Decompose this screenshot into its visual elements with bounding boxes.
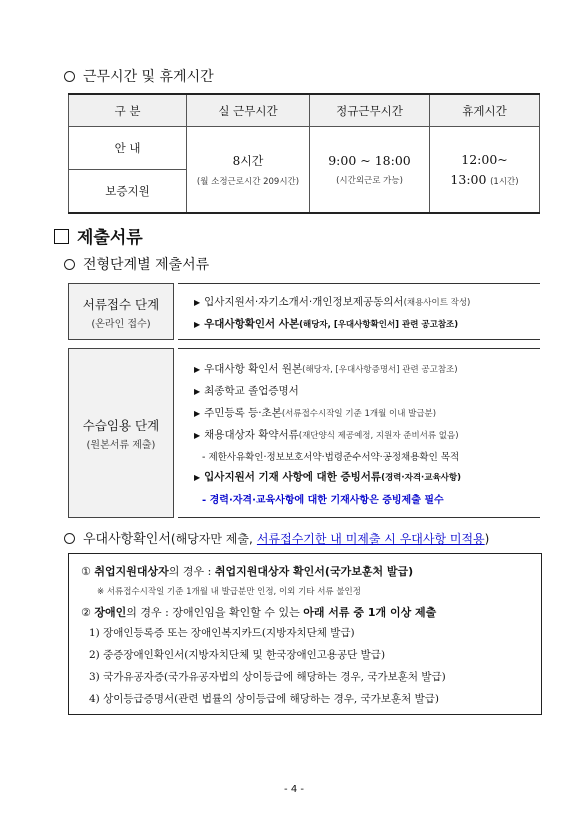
regular-hours-cell xyxy=(310,127,430,214)
work-hours-note: (월 소정근로시간 209시간) xyxy=(196,177,300,187)
table-row xyxy=(69,127,540,170)
checkbox-square-icon xyxy=(54,229,69,244)
circle-bullet-icon xyxy=(64,533,75,544)
work-hours-table xyxy=(68,93,540,214)
break-time-start: 12:00~ xyxy=(461,152,508,167)
list-item: 4) 상이등급증명서(관련 법률의 상이등급에 해당하는 경우, 국가보훈처 발급) xyxy=(89,693,439,705)
work-hours-value: 8시간 xyxy=(232,154,264,168)
item-note: (해당자, [우대사항증명서] 관련 공고참조) xyxy=(302,365,458,375)
row-label-guarantee: 보증지원 xyxy=(69,170,187,214)
list-item xyxy=(194,383,299,398)
plain-text: 의 경우 : 장애인임을 확인할 수 있는 xyxy=(126,606,300,619)
section-title: 우대사항확인서 xyxy=(83,532,171,547)
section-heading-work-hours xyxy=(64,66,214,86)
triangle-bullet-icon: ▶ xyxy=(194,320,201,329)
regular-hours-note: (시간외근로 가능) xyxy=(336,176,403,186)
emphasis-text: 아래 서류 중 1개 이상 제출 xyxy=(303,606,437,619)
list-item xyxy=(194,405,436,420)
section-heading-preference xyxy=(64,528,489,547)
list-item xyxy=(194,361,458,376)
stage-subtitle: (온라인 접수) xyxy=(91,319,151,330)
triangle-bullet-icon: ▶ xyxy=(194,473,201,482)
number-marker: ① xyxy=(81,565,91,578)
info-note: ※ 서류접수시작일 기준 1개월 내 발급분만 인정, 이외 기타 서류 불인정 xyxy=(97,587,361,597)
work-hours-cell xyxy=(187,127,310,214)
section-title: 제출서류 xyxy=(77,228,143,248)
list-item xyxy=(194,427,459,442)
list-item-emphasis xyxy=(194,469,461,484)
section-heading-documents xyxy=(54,223,143,248)
item-note: (서류접수시작일 기준 1개월 이내 발급분) xyxy=(281,409,437,419)
item-note: (재단양식 제공예정, 지원자 준비서류 없음) xyxy=(298,431,459,441)
page-number: - 4 - xyxy=(284,784,304,795)
break-time-note: (1시간) xyxy=(490,177,519,187)
stage-box-probation xyxy=(68,348,174,518)
item-text: 우대사항 확인서 원본 xyxy=(204,363,303,375)
table-header: 휴게시간 xyxy=(430,94,540,127)
item-note: (채용사이트 작성) xyxy=(403,298,471,308)
emphasis-text: 장애인 xyxy=(94,606,127,619)
emphasis-text: 취업지원대상자 확인서(국가보훈처 발급) xyxy=(214,565,414,578)
info-line-disabled xyxy=(81,604,436,620)
preference-info-box xyxy=(68,553,542,715)
stage-title: 수습임용 단계 xyxy=(82,418,160,433)
stage2-document-list xyxy=(178,348,540,518)
deadline-warning-link[interactable]: 서류접수기한 내 미제출 시 우대사항 미적용 xyxy=(256,532,485,546)
triangle-bullet-icon: ▶ xyxy=(194,409,201,418)
item-text: 채용대상자 확약서류 xyxy=(204,429,299,441)
stage-box-application xyxy=(68,283,174,340)
list-item: 3) 국가유공자증(국가유공자법의 상이등급에 해당하는 경우, 국가보훈처 발급) xyxy=(89,671,446,683)
table-header: 정규근무시간 xyxy=(310,94,430,127)
list-subnote-emphasis: - 경력·자격·교육사항에 대한 기재사항은 증빙제출 필수 xyxy=(202,495,444,506)
list-item xyxy=(194,294,470,309)
item-text: 입사지원서 기재 사항에 대한 증빙서류 xyxy=(204,471,382,483)
section-note-close: ) xyxy=(484,532,490,546)
table-header-row xyxy=(69,94,540,127)
break-time-cell xyxy=(430,127,540,214)
triangle-bullet-icon: ▶ xyxy=(194,298,201,307)
stage1-document-list xyxy=(178,283,540,340)
number-marker: ② xyxy=(81,606,91,619)
list-item: 1) 장애인등록증 또는 장애인복지카드(지방자치단체 발급) xyxy=(89,627,355,639)
triangle-bullet-icon: ▶ xyxy=(194,365,201,374)
stage-subtitle: (원본서류 제출) xyxy=(86,440,156,451)
plain-text: 의 경우 : xyxy=(168,565,212,578)
item-text: 주민등록 등·초본 xyxy=(204,407,282,419)
subsection-heading xyxy=(64,254,209,274)
circle-bullet-icon xyxy=(64,259,75,270)
stage-title: 서류접수 단계 xyxy=(82,297,160,312)
list-subnote: - 제한사유확인·정보보호서약·법령준수서약·공정채용확인 목적 xyxy=(202,452,460,463)
table-header: 실 근무시간 xyxy=(187,94,310,127)
info-line-veterans xyxy=(81,563,413,579)
table-header: 구 분 xyxy=(69,94,187,127)
emphasis-text: 취업지원대상자 xyxy=(94,565,169,578)
break-time-end: 13:00 xyxy=(450,172,487,187)
section-note: (해당자만 제출, xyxy=(170,532,253,546)
regular-hours-value: 9:00 ~ 18:00 xyxy=(328,153,411,168)
item-text: 우대사항확인서 사본 xyxy=(204,318,300,330)
circle-bullet-icon xyxy=(64,71,75,82)
triangle-bullet-icon: ▶ xyxy=(194,431,201,440)
list-item xyxy=(194,316,458,331)
triangle-bullet-icon: ▶ xyxy=(194,387,201,396)
item-text: 최종학교 졸업증명서 xyxy=(204,385,299,397)
subsection-title: 전형단계별 제출서류 xyxy=(83,257,210,273)
item-note: (경력·자격·교육사항) xyxy=(381,473,461,483)
section-title: 근무시간 및 휴게시간 xyxy=(83,69,214,85)
item-text: 입사지원서·자기소개서·개인정보제공동의서 xyxy=(204,296,404,308)
item-note: (해당자, [우대사항확인서] 관련 공고참조) xyxy=(299,320,459,330)
list-item: 2) 중증장애인확인서(지방자치단체 및 한국장애인고용공단 발급) xyxy=(89,649,386,661)
row-label-guide: 안 내 xyxy=(69,127,187,170)
